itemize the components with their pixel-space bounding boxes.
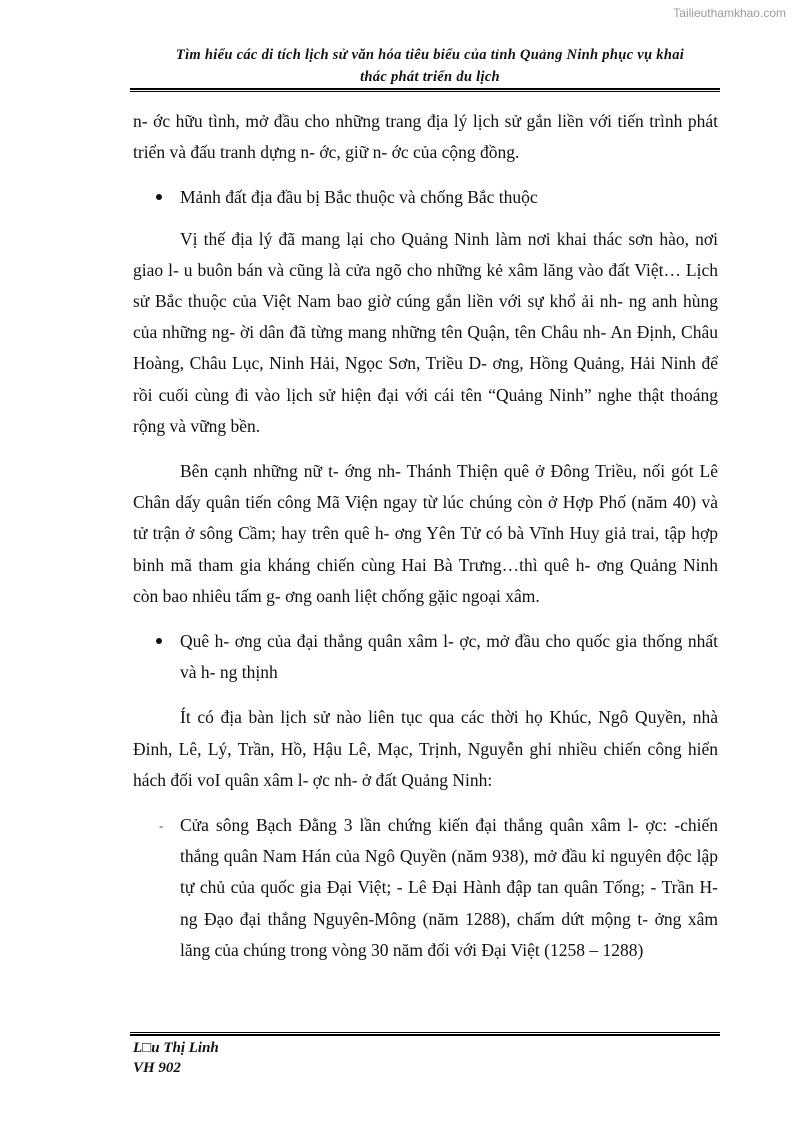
bullet-item-1-text: Mảnh đất địa đầu bị Bắc thuộc và chống Bắc thuộc bbox=[180, 187, 538, 208]
dash-marker: - bbox=[159, 818, 164, 834]
footer-author: L□u Thị Linh bbox=[133, 1040, 219, 1056]
bullet-item-2-text: Quê h- ơng của đại thắng quân xâm l- ợc, mở đầu cho quốc gia thống nhất và h- ng thịnh bbox=[180, 631, 718, 683]
footer-divider bbox=[130, 1032, 720, 1036]
header-title-line-2: thác phát triển du lịch bbox=[360, 69, 500, 85]
bullet-item-2 bbox=[133, 626, 718, 688]
footer-class-code: VH 902 bbox=[133, 1060, 181, 1076]
bullet-dot-icon bbox=[156, 194, 162, 200]
header-divider bbox=[130, 88, 720, 92]
paragraph-4: Ít có địa bàn lịch sử nào liên tục qua các thời họ Khúc, Ngô Quyền, nhà Đinh, Lê, Lý, Trần, Hồ, Hậu Lê, Mạc, Trịnh, Nguyễn ghi nhiều chiến công hiển hách đối voI quân xâm l- ợc nh- ở đất Quảng Ninh: bbox=[133, 707, 718, 790]
bullet-dot-icon bbox=[156, 638, 162, 644]
dash-item-1-text: Cửa sông Bạch Đằng 3 lần chứng kiến đại thắng quân xâm l- ợc: -chiến thắng quân Nam Hán của Ngô Quyền (năm 938), mở đầu kỉ nguyên độc lập tự chủ của quốc gia Đại Việt; - Lê Đại Hành đập tan quân Tống; - Trần H- ng Đạo đại thắng Nguyên-Mông (năm 1288), chấm dứt mộng t- ởng xâm lăng của chúng trong vòng 30 năm đối với Đại Việt (1258 – 1288) bbox=[180, 815, 718, 960]
watermark-text: Tailieuthamkhao.com bbox=[673, 6, 786, 20]
bullet-item-1 bbox=[133, 182, 718, 213]
dash-item-1 bbox=[133, 810, 718, 966]
document-body bbox=[133, 106, 718, 966]
paragraph-3: Bên cạnh những nữ t- ớng nh- Thánh Thiện quê ở Đông Triều, nối gót Lê Chân dấy quân tiến công Mã Viện ngay từ lúc chúng còn ở Hợp Phố (năm 40) và tử trận ở sông Cầm; hay trên quê h- ơng Yên Tử có bà Vĩnh Huy giả trai, tập hợp binh mã tham gia kháng chiến cùng Hai Bà Trưng…thì quê h- ơng Quảng Ninh còn bao nhiêu tấm g- ơng oanh liệt chống gặic ngoại xâm. bbox=[133, 461, 718, 606]
page-footer bbox=[133, 1038, 219, 1078]
paragraph-continuation: n- ớc hữu tình, mở đầu cho những trang địa lý lịch sử gắn liền với tiến trình phát triển và đấu tranh dựng n- ớc, giữ n- ớc của cộng đồng. bbox=[133, 111, 718, 163]
page-header bbox=[120, 44, 740, 88]
header-title-line-1: Tìm hiểu các di tích lịch sử văn hóa tiêu biểu của tỉnh Quảng Ninh phục vụ khai bbox=[175, 47, 685, 63]
paragraph-2: Vị thế địa lý đã mang lại cho Quảng Ninh làm nơi khai thác sơn hào, nơi giao l- u buôn bán và cũng là cửa ngõ cho những kẻ xâm lăng vào đất Việt… Lịch sử Bắc thuộc của Việt Nam bao giờ cúng gắn liền với sự khổ ải nh- ng anh hùng của những ng- ời dân đã từng mang những tên Quận, tên Châu nh- An Định, Châu Hoàng, Châu Lục, Ninh Hải, Ngọc Sơn, Triều D- ơng, Hồng Quảng, Hải Ninh để rồi cuối cùng đi vào lịch sử hiện đại với cái tên “Quảng Ninh” nghe thật thoáng rộng và vững bền. bbox=[133, 228, 718, 436]
